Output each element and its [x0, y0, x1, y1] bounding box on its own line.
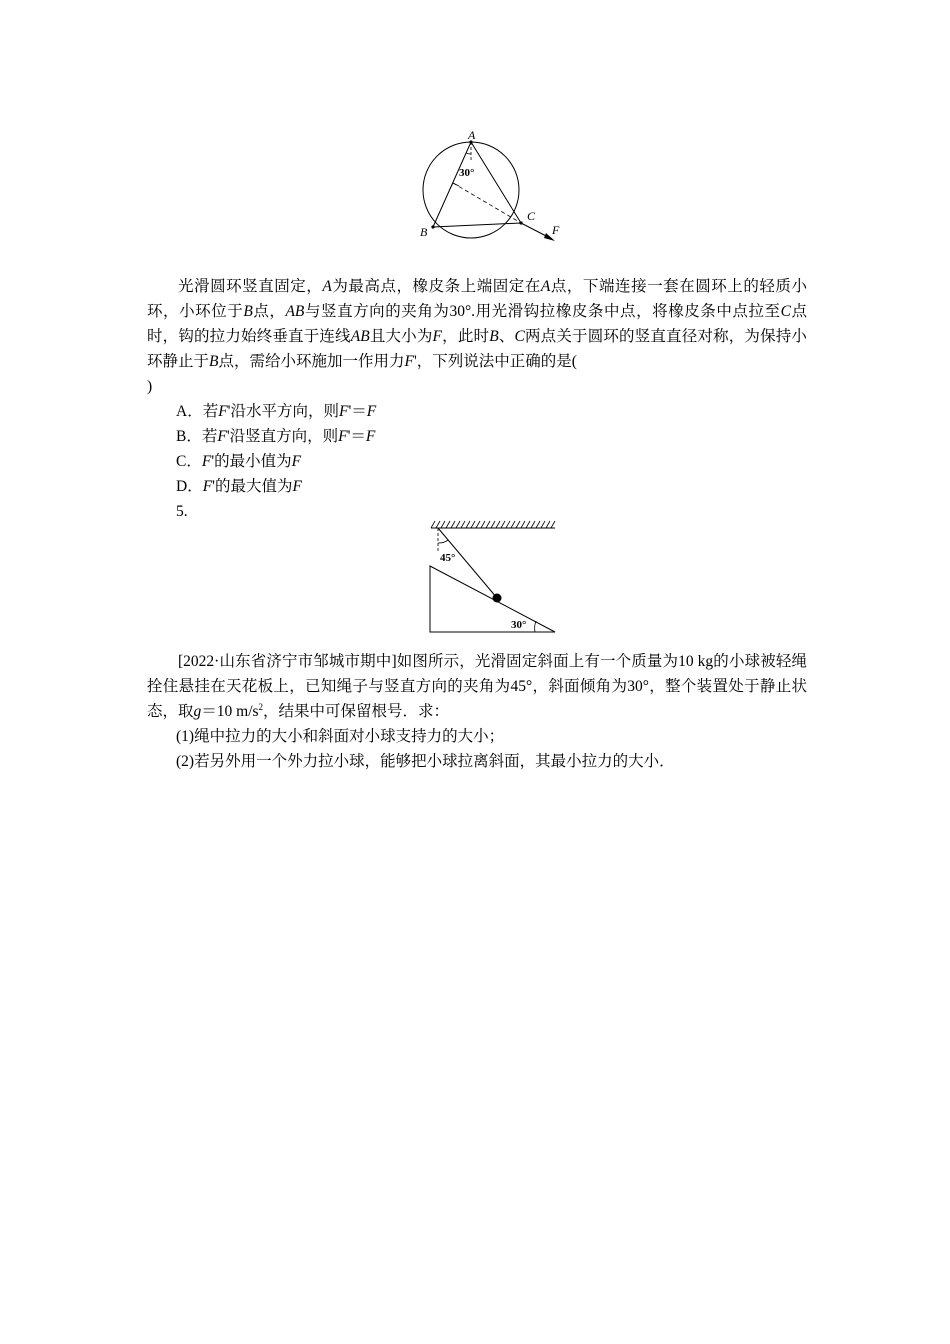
angle-arc [466, 153, 471, 154]
option-d: D．F'的最大值为F [176, 478, 302, 495]
question-4-stem: 光滑圆环竖直固定，A为最高点，橡皮条上端固定在A点，下端连接一套在圆环上的轻质小环，小环位于B点，AB与竖直方向的夹角为30°.用光滑钩拉橡皮条中点，将橡皮条中点拉至C点时，钩的拉力始终垂直于连线AB且大小为F，此时B、C两点关于圆环的竖直直径对称，为保持小环静止于B点，需给小环施加一作用力F'，下列说法中正确的是( [147, 278, 807, 370]
label-angle-45: 45° [440, 552, 456, 564]
label-f: F [552, 223, 560, 237]
question-4-text [147, 274, 807, 524]
ball [493, 594, 502, 603]
point-b-dot [431, 225, 434, 228]
rope-angle-arc [438, 540, 448, 543]
question-5-sub-1: (1)绳中拉力的大小和斜面对小球支持力的大小； [176, 728, 505, 745]
label-angle-30: 30° [459, 167, 475, 179]
point-c-dot [519, 221, 522, 224]
ceiling-hatching [431, 521, 555, 528]
incline-ball-figure [425, 518, 560, 636]
label-b: B [420, 225, 428, 239]
question-5-stem: [2022·山东省济宁市邹城市期中]如图所示，光滑固定斜面上有一个质量为10 kg的小球被轻绳拴住悬挂在天花板上，已知绳子与竖直方向的夹角为45°，斜面倾角为30°，整个装置处于静止状态，取g＝10 $m/s^2$，结果中可保留根号．求： [147, 653, 807, 720]
label-a: A [468, 128, 476, 142]
rubber-band-a-to-c [471, 142, 521, 223]
option-c: C．F'的最小值为F [176, 453, 302, 470]
question-5-sub-2: (2)若另外用一个外力拉小球，能够把小球拉离斜面，其最小拉力的大小． [176, 753, 675, 770]
label-angle-30: 30° [511, 619, 527, 631]
incline-angle-arc [535, 621, 536, 632]
right-angle-mark [450, 183, 459, 189]
circle-ring-figure [415, 128, 565, 243]
question-5-text [147, 649, 807, 774]
incline-triangle [430, 566, 555, 632]
option-a: A．若F'沿水平方向，则F'＝F [176, 403, 377, 420]
option-b: B．若F'沿竖直方向，则F'＝F [176, 428, 376, 445]
rubber-band-b-to-c [433, 223, 521, 227]
question-5-number: 5. [176, 503, 188, 520]
label-c: C [527, 209, 536, 223]
question-4-paren: ) [147, 378, 153, 395]
